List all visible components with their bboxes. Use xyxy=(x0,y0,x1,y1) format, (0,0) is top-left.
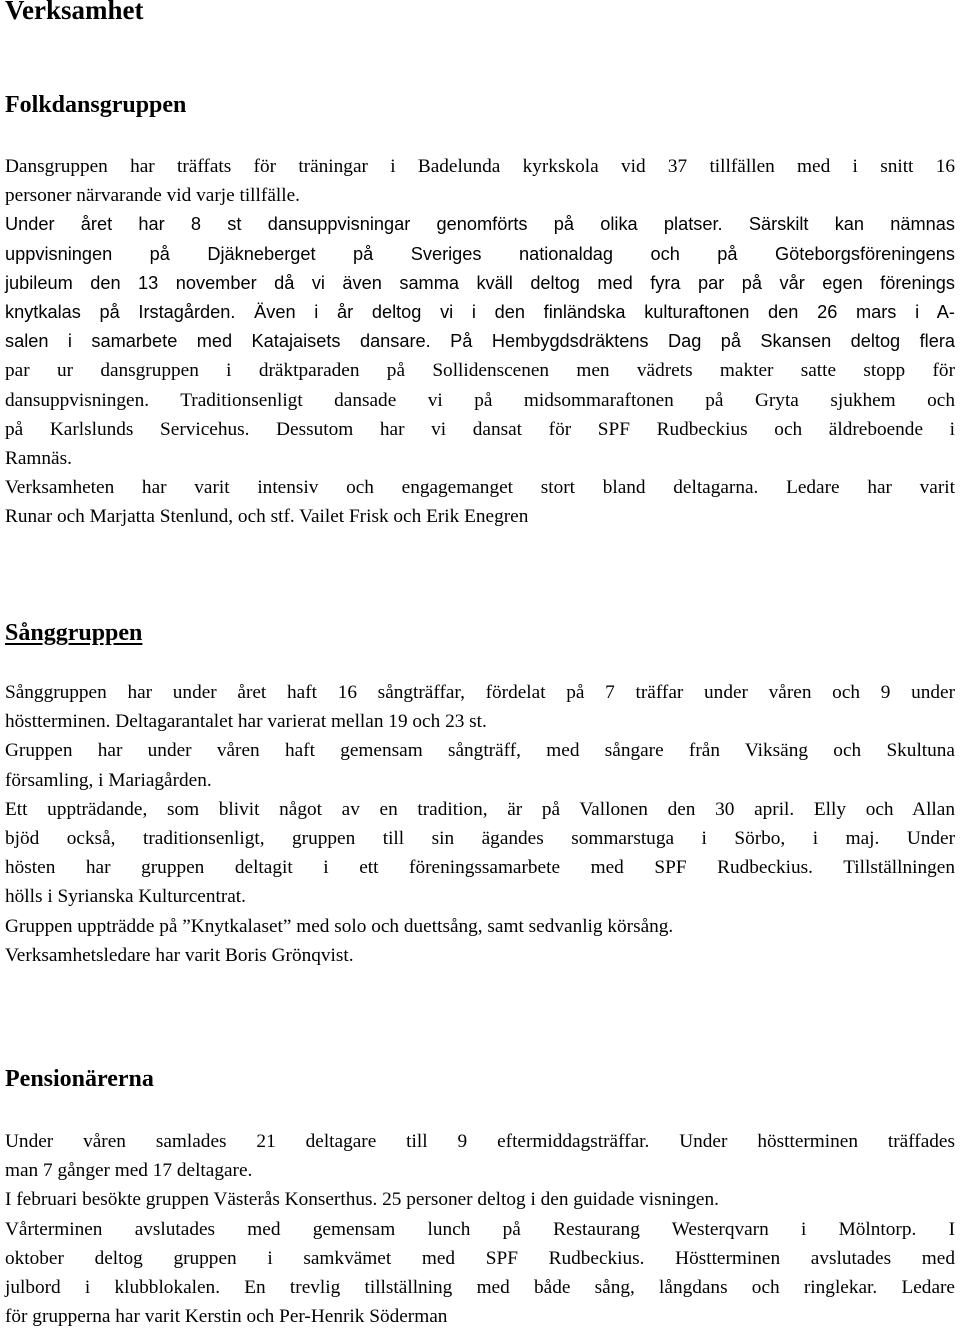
paragraph-line: man 7 gånger med 17 deltagare. xyxy=(5,1160,253,1182)
paragraph-line: Verksamhetsledare har varit Boris Grönqvist. xyxy=(5,944,354,966)
paragraph-line: hösten har gruppen deltagit i ett föreningssamarbete med SPF Rudbeckius. Tillställningen xyxy=(5,857,955,879)
paragraph-line: julbord i klubblokalen. En trevlig tillställning med både sång, långdans och ringlekar. Ledare xyxy=(5,1277,955,1299)
section-body-sanggruppen xyxy=(5,678,955,970)
paragraph-line: uppvisningen på Djäkneberget på Sveriges nationaldag och på Göteborgsföreningens xyxy=(5,243,955,264)
paragraph-line: Runar och Marjatta Stenlund, och stf. Vailet Frisk och Erik Enegren xyxy=(5,506,529,528)
page-title: Verksamhet xyxy=(5,0,144,25)
section-heading-pensionarerna: Pensionärerna xyxy=(5,1066,154,1092)
paragraph-line: salen i samarbete med Katajaisets dansare. På Hembygdsdräktens Dag på Skansen deltog flera xyxy=(5,331,955,352)
paragraph-line: Gruppen uppträdde på ”Knytkalaset” med solo och duettsång, samt sedvanlig körsång. xyxy=(5,915,674,937)
paragraph-line: bjöd också, traditionsenligt, gruppen till sin ägandes sommarstuga i Sörbo, i maj. Under xyxy=(5,828,955,850)
paragraph-line: Verksamheten har varit intensiv och engagemanget stort bland deltagarna. Ledare har varit xyxy=(5,477,955,499)
paragraph-line: för grupperna har varit Kerstin och Per-Henrik Söderman xyxy=(5,1306,448,1328)
paragraph-line: Dansgruppen har träffats för träningar i Badelunda kyrkskola vid 37 tillfällen med i snitt 16 xyxy=(5,156,955,177)
paragraph-line: Gruppen har under våren haft gemensam sångträff, med sångare från Viksäng och Skultuna xyxy=(5,740,955,762)
paragraph-line: par ur dansgruppen i dräktparaden på Sollidenscenen men vädrets makter satte stopp för xyxy=(5,360,955,382)
paragraph-line: hölls i Syrianska Kulturcentrat. xyxy=(5,886,246,908)
paragraph-line: Sånggruppen har under året haft 16 sångträffar, fördelat på 7 träffar under våren och 9 under xyxy=(5,682,955,703)
section-heading-sanggruppen: Sånggruppen xyxy=(5,620,143,646)
paragraph-line: på Karlslunds Servicehus. Dessutom har vi dansat för SPF Rudbeckius och äldreboende i xyxy=(5,418,955,440)
section-body-folkdansgruppen xyxy=(5,152,955,532)
paragraph-line: I februari besökte gruppen Västerås Konserthus. 25 personer deltog i den guidade visningen. xyxy=(5,1189,719,1211)
paragraph-line: oktober deltog gruppen i samkvämet med SPF Rudbeckius. Höstterminen avslutades med xyxy=(5,1247,955,1269)
paragraph-line: knytkalas på Irstagården. Även i år deltog vi i den finländska kulturaftonen den 26 mars i A- xyxy=(5,302,955,323)
paragraph-line: församling, i Mariagården. xyxy=(5,769,212,791)
paragraph-line: dansuppvisningen. Traditionsenligt dansade vi på midsommaraftonen på Gryta sjukhem och xyxy=(5,389,955,411)
section-heading-folkdansgruppen: Folkdansgruppen xyxy=(5,92,187,118)
paragraph-line: Under året har 8 st dansuppvisningar genomförts på olika platser. Särskilt kan nämnas xyxy=(5,214,955,235)
paragraph-line: Ramnäs. xyxy=(5,448,72,470)
paragraph-line: Under våren samlades 21 deltagare till 9 eftermiddagsträffar. Under höstterminen träffades xyxy=(5,1131,955,1152)
paragraph-line: Ett uppträdande, som blivit något av en tradition, är på Vallonen den 30 april. Elly och Allan xyxy=(5,798,955,820)
paragraph-line: Vårterminen avslutades med gemensam lunch på Restaurang Westerqvarn i Mölntorp. I xyxy=(5,1218,955,1240)
section-body-pensionarerna xyxy=(5,1127,955,1331)
paragraph-line: höstterminen. Deltagarantalet har varierat mellan 19 och 23 st. xyxy=(5,711,487,733)
paragraph-line: personer närvarande vid varje tillfälle. xyxy=(5,185,300,207)
paragraph-line: jubileum den 13 november då vi även samma kväll deltog med fyra par på vår egen förenings xyxy=(5,272,955,293)
